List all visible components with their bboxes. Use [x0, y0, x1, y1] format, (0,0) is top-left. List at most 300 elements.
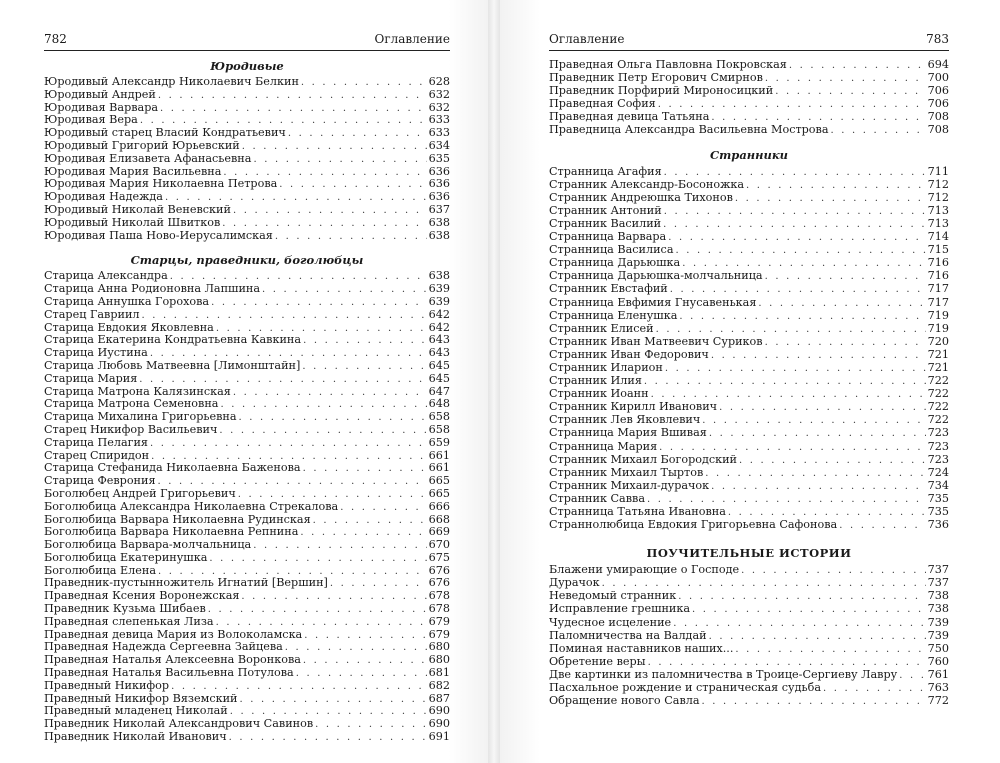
dot-leader [664, 205, 926, 217]
toc-list-stranniki [549, 165, 949, 532]
dot-leader [719, 401, 926, 413]
toc-entry-title: Странник Михаил Тыртов [549, 465, 704, 479]
toc-entry-title: Странница Дарьюшка-молчальница [549, 269, 763, 283]
toc-entry [44, 680, 450, 693]
toc-entry-page: 694 [927, 58, 949, 71]
toc-entry-page: 658 [428, 411, 450, 424]
toc-entry-page: 716 [927, 256, 949, 270]
toc-entry-page: 721 [927, 347, 949, 361]
toc-entry-title: Праведница Александра Васильевна Мострова [549, 123, 829, 137]
toc-entry [44, 667, 450, 680]
toc-entry-title: Юродивый Николай Швитков [44, 216, 221, 229]
dot-leader [692, 603, 926, 615]
toc-entry-title: Две картинки из паломничества в Троице-Сергиеву Лавру [549, 667, 898, 681]
toc-entry [549, 97, 949, 110]
toc-entry [44, 437, 450, 450]
toc-entry [44, 629, 450, 642]
dot-leader [262, 284, 427, 296]
dot-leader [220, 399, 426, 411]
dot-leader [216, 323, 427, 335]
toc-entry-page: 632 [428, 88, 450, 101]
toc-entry [549, 440, 949, 453]
dot-leader [678, 590, 925, 602]
toc-entry-page: 722 [927, 413, 949, 427]
toc-entry-title: Странник Иван Федорович [549, 347, 709, 361]
dot-leader [165, 192, 427, 204]
toc-entry-title: Боголюбица Варвара Николаевна Рудинская [44, 513, 311, 526]
toc-entry-title: Праведная девица Мария из Волоколамска [44, 628, 303, 641]
toc-entry-title: Странник Иван Матвеевич Суриков [549, 334, 763, 348]
dot-leader [208, 604, 427, 616]
toc-entry-page: 706 [927, 84, 949, 98]
dot-leader [679, 310, 925, 322]
toc-entry-title: Боголюбица Варвара-молчальница [44, 539, 252, 552]
toc-entry-page: 736 [927, 518, 949, 532]
toc-entry-page: 708 [927, 123, 949, 137]
section-title-stranniki: Странники [709, 147, 789, 162]
toc-entry-title: Старец Никифор Васильевич [44, 423, 218, 436]
toc-entry [44, 450, 450, 463]
toc-entry [44, 191, 450, 204]
dot-leader [647, 493, 926, 505]
toc-entry-title: Праведная слепенькая Лиза [44, 615, 214, 628]
toc-entry [549, 518, 949, 531]
toc-entry [44, 127, 450, 140]
dot-leader [240, 694, 427, 706]
toc-entry-page: 665 [428, 475, 450, 488]
toc-entry-title: Дурачок [549, 576, 600, 590]
toc-entry-page: 734 [927, 478, 949, 492]
toc-entry [549, 84, 949, 97]
dot-leader [644, 375, 926, 387]
toc-entry-title: Странница Дарьюшка [549, 256, 681, 270]
toc-entry-title: Праведная девица Татьяна [549, 110, 710, 124]
dot-leader [728, 506, 926, 518]
toc-entry [44, 475, 450, 488]
toc-entry [549, 123, 949, 136]
toc-entry-title: Старица Любовь Матвеевна [Лимонштайн] [44, 359, 301, 372]
toc-entry-title: Странница Мария Вшивая [549, 426, 707, 440]
dot-leader [150, 438, 427, 450]
toc-entry-page: 716 [927, 269, 949, 283]
toc-entry-page: 737 [927, 576, 949, 590]
dot-leader [702, 414, 925, 426]
toc-entry-title: Праведный Никифор Вяземский [44, 692, 238, 705]
toc-entry-page: 680 [428, 641, 450, 654]
toc-entry-page: 772 [927, 694, 949, 708]
toc-entry-page: 643 [428, 334, 450, 347]
dot-leader [209, 553, 426, 565]
dot-leader [664, 166, 926, 178]
dot-leader [313, 515, 427, 527]
toc-entry-title: Странник Иоанн [549, 387, 649, 401]
toc-entry [549, 296, 949, 309]
toc-entry-page: 637 [428, 203, 450, 216]
toc-entry [44, 322, 450, 335]
toc-entry-page: 738 [927, 602, 949, 616]
toc-entry-title: Странница Татьяна Ивановна [549, 505, 726, 518]
dot-leader [831, 124, 926, 136]
toc-entry-title: Странник Лев Яковлевич [549, 413, 701, 427]
toc-entry-page: 635 [428, 152, 450, 165]
toc-entry-title: Старица Анна Родионовна Лапшина [44, 283, 261, 296]
toc-entry [44, 296, 450, 309]
toc-entry [549, 110, 949, 123]
book-gutter [488, 0, 500, 763]
dot-leader [150, 348, 427, 360]
toc-entry-page: 636 [428, 178, 450, 191]
dot-leader [711, 480, 925, 492]
toc-entry-page: 634 [428, 139, 450, 152]
toc-entry-page: 717 [927, 282, 949, 296]
dot-leader [340, 502, 426, 514]
dot-leader [899, 669, 925, 681]
toc-entry-page: 670 [428, 539, 450, 552]
toc-entry-title: Праведный Никифор [44, 679, 170, 692]
toc-entry-page: 661 [428, 449, 450, 462]
dot-leader [239, 412, 427, 424]
toc-entry [44, 334, 450, 347]
toc-entry-title: Юродивая Паша Ново-Иерусалимская [44, 229, 273, 242]
toc-entry [44, 373, 450, 386]
left-page [0, 0, 488, 763]
toc-entry-title: Старица Евдокия Яковлевна [44, 321, 214, 334]
toc-entry-title: Юродивый Николай Веневский [44, 203, 231, 216]
toc-entry [44, 526, 450, 539]
toc-entry-page: 658 [428, 423, 450, 436]
toc-entry [44, 102, 450, 115]
toc-entry-title: Обращение нового Савла [549, 694, 700, 708]
dot-leader [223, 167, 426, 179]
toc-entry [44, 89, 450, 102]
toc-entry-title: Юродивая Мария Николаевна Петрова [44, 178, 278, 191]
toc-entry-page: 690 [428, 718, 450, 731]
dot-leader [158, 90, 427, 102]
left-page-header [44, 30, 450, 51]
toc-entry-page: 691 [428, 731, 450, 744]
dot-leader [663, 218, 926, 230]
dot-leader [602, 577, 926, 589]
dot-leader [140, 115, 427, 127]
toc-entry [549, 204, 949, 217]
toc-entry-page: 636 [428, 165, 450, 178]
toc-entry-title: Праведник Николай Иванович [44, 731, 227, 744]
dot-leader [142, 310, 427, 322]
toc-entry [44, 424, 450, 437]
toc-entry-page: 628 [428, 76, 450, 88]
dot-leader [285, 642, 427, 654]
toc-entry-title: Праведная Ксения Воронежская [44, 590, 240, 603]
toc-entry [549, 576, 949, 589]
toc-entry-title: Боголюбица Варвара Николаевна Репнина [44, 526, 299, 539]
dot-leader [304, 630, 426, 642]
toc-entry-title: Праведник Кузьма Шибаев [44, 603, 206, 616]
toc-entry-title: Юродивая Елизавета Афанасьевна [44, 152, 252, 165]
toc-entry [44, 217, 450, 230]
toc-entry [44, 539, 450, 552]
dot-leader [739, 454, 926, 466]
toc-entry-title: Странница Мария [549, 439, 658, 453]
right-page-content [549, 58, 949, 707]
toc-entry-page: 723 [927, 426, 949, 440]
dot-leader [300, 527, 426, 539]
section-title-yurodivye: Юродивые [210, 59, 284, 73]
toc-entry-page: 680 [428, 654, 450, 667]
dot-leader [238, 489, 427, 501]
toc-entry [549, 178, 949, 191]
toc-entry-page: 638 [428, 229, 450, 242]
toc-entry [549, 629, 949, 642]
toc-entry-title: Юродивая Вера [44, 114, 138, 127]
toc-entry-title: Старица Мария [44, 372, 138, 385]
toc-entry-page: 642 [428, 308, 450, 321]
toc-entry-title: Праведник Петр Егорович Смирнов [549, 71, 763, 85]
dot-leader [301, 77, 427, 89]
toc-entry-page: 722 [927, 400, 949, 414]
toc-entry [44, 76, 450, 89]
toc-entry [549, 309, 949, 322]
toc-entry-page: 636 [428, 191, 450, 204]
dot-leader [222, 218, 426, 230]
toc-entry-title: Праведная Наталья Васильевна Потулова [44, 667, 294, 680]
toc-entry [44, 386, 450, 399]
toc-entry-title: Странница Варвара [549, 230, 667, 244]
toc-entry [549, 413, 949, 426]
toc-entry-page: 763 [927, 681, 949, 695]
dot-leader [219, 425, 426, 437]
toc-entry-page: 723 [927, 439, 949, 453]
toc-entry-title: Старица Аннушка Горохова [44, 295, 210, 308]
toc-entry-title: Обретение веры [549, 654, 646, 668]
dot-leader [673, 617, 925, 629]
toc-entry-title: Старец Гавриил [44, 308, 140, 321]
dot-leader [302, 361, 426, 373]
toc-entry-title: Пасхальное рождение и страническая судьба [549, 681, 822, 695]
toc-entry-page: 648 [428, 398, 450, 411]
toc-entry [44, 705, 450, 718]
toc-entry-title: Странник Савва [549, 491, 645, 505]
dot-leader [789, 59, 926, 71]
dot-leader [230, 706, 427, 718]
toc-entry-title: Старица Феврония [44, 475, 156, 488]
dot-leader [651, 388, 926, 400]
toc-entry [44, 347, 450, 360]
dot-leader [241, 591, 426, 603]
toc-entry [549, 322, 949, 335]
toc-entry-title: Странник Андреюшка Тихонов [549, 190, 733, 204]
toc-entry-page: 721 [927, 360, 949, 374]
toc-entry [549, 217, 949, 230]
toc-entry-title: Странник Антоний [549, 203, 662, 217]
toc-entry [44, 654, 450, 667]
toc-entry-page: 638 [428, 270, 450, 283]
toc-entry-page: 706 [927, 97, 949, 111]
toc-entry [549, 479, 949, 492]
section-title-istorii: ПОУЧИТЕЛЬНЫЕ ИСТОРИИ [646, 546, 852, 561]
toc-entry-page: 737 [927, 563, 949, 577]
dot-leader [216, 617, 427, 629]
toc-entry-page: 720 [927, 334, 949, 348]
toc-entry-page: 675 [428, 551, 450, 564]
dot-leader [233, 387, 427, 399]
toc-entry-page: 690 [428, 705, 450, 718]
toc-entry-title: Старица Пелагия [44, 436, 148, 449]
toc-entry-title: Страннолюбица Евдокия Григорьевна Сафонова [549, 518, 838, 532]
dot-leader [139, 374, 426, 386]
toc-entry-page: 669 [428, 526, 450, 539]
toc-entry-page: 735 [927, 505, 949, 518]
dot-leader [709, 427, 926, 439]
toc-entry [44, 140, 450, 153]
toc-entry-title: Юродивый Григорий Юрьевский [44, 139, 240, 152]
toc-entry-title: Юродивая Надежда [44, 191, 163, 204]
toc-entry-page: 633 [428, 114, 450, 127]
toc-entry-page: 722 [927, 374, 949, 388]
dot-leader [160, 103, 427, 115]
toc-entry-title: Странница Агафия [549, 164, 662, 178]
toc-entry-page: 713 [927, 203, 949, 217]
toc-entry-page: 661 [428, 462, 450, 475]
dot-leader [775, 85, 925, 97]
toc-entry-page: 668 [428, 513, 450, 526]
toc-entry-page: 647 [428, 385, 450, 398]
toc-entry [44, 718, 450, 731]
toc-entry [549, 589, 949, 602]
toc-entry [44, 501, 450, 514]
toc-entry [549, 191, 949, 204]
toc-entry [549, 71, 949, 84]
dot-leader [229, 732, 427, 744]
toc-entry [549, 348, 949, 361]
toc-entry [549, 466, 949, 479]
dot-leader [823, 682, 926, 694]
toc-entry-title: Поминая наставников наших... [549, 641, 734, 655]
dot-leader [711, 111, 925, 123]
toc-entry-title: Странник Иларион [549, 360, 663, 374]
toc-entry-title: Юродивый Андрей [44, 88, 156, 101]
right-page [500, 0, 1000, 763]
toc-entry [549, 616, 949, 629]
dot-leader [765, 72, 926, 84]
toc-entry-title: Старец Спиридон [44, 449, 150, 462]
toc-entry-page: 719 [927, 321, 949, 335]
toc-entry-page: 719 [927, 308, 949, 322]
toc-entry [549, 505, 949, 518]
toc-list-istorii [549, 563, 949, 707]
toc-entry-page: 761 [927, 667, 949, 681]
dot-leader [682, 257, 925, 269]
toc-entry [44, 514, 450, 527]
toc-entry-title: Странница Евфимия Гнусавенькая [549, 295, 757, 309]
dot-leader [668, 231, 925, 243]
running-title: Оглавление [549, 32, 625, 46]
section-title-startsy: Старцы, праведники, боголюбцы [130, 253, 364, 268]
toc-entry-page: 676 [428, 564, 450, 577]
dot-leader [303, 655, 427, 667]
toc-entry [549, 668, 949, 681]
toc-entry [44, 641, 450, 654]
toc-entry-page: 738 [927, 589, 949, 603]
dot-leader [296, 668, 427, 680]
dot-leader [735, 192, 926, 204]
dot-leader [303, 335, 427, 347]
toc-entry [549, 58, 949, 71]
toc-entry-page: 682 [428, 679, 450, 692]
toc-entry [549, 374, 949, 387]
dot-leader [279, 179, 426, 191]
toc-entry [549, 681, 949, 694]
toc-entry [44, 462, 450, 475]
toc-entry-page: 681 [428, 667, 450, 680]
toc-entry-title: Исправление грешника [549, 602, 691, 616]
toc-entry-title: Праведная Наталья Алексеевна Воронкова [44, 654, 301, 667]
toc-entry-page: 712 [927, 190, 949, 204]
toc-entry-page: 659 [428, 436, 450, 449]
dot-leader [253, 540, 426, 552]
dot-leader [158, 566, 427, 578]
toc-entry-page: 645 [428, 372, 450, 385]
toc-entry-title: Странник Елисей [549, 321, 654, 335]
toc-entry-title: Старица Михалина Григорьевна [44, 411, 237, 424]
toc-entry [549, 426, 949, 439]
toc-entry-title: Юродивая Варвара [44, 101, 159, 114]
toc-entry [44, 204, 450, 217]
toc-entry-page: 678 [428, 603, 450, 616]
toc-entry-title: Праведная София [549, 97, 656, 111]
toc-entry-title: Странник Кирилл Иванович [549, 400, 718, 414]
dot-leader [303, 463, 427, 475]
toc-entry-title: Странник Евстафий [549, 282, 668, 296]
toc-entry [549, 256, 949, 269]
toc-entry [44, 153, 450, 166]
toc-entry [549, 694, 949, 707]
toc-entry [549, 655, 949, 668]
toc-entry-title: Странник Александр-Босоножка [549, 177, 745, 191]
dot-leader [705, 467, 925, 479]
toc-entry [549, 243, 949, 256]
toc-entry-title: Странник Илия [549, 374, 642, 388]
dot-leader [765, 270, 926, 282]
toc-entry-page: 639 [428, 283, 450, 296]
toc-entry-page: 717 [927, 295, 949, 309]
toc-entry-page: 687 [428, 692, 450, 705]
toc-entry [549, 642, 949, 655]
dot-leader [746, 179, 926, 191]
toc-entry-page: 676 [428, 577, 450, 590]
dot-leader [211, 297, 427, 309]
dot-leader [659, 441, 925, 453]
toc-entry-page: 708 [927, 110, 949, 124]
dot-leader [171, 681, 427, 693]
toc-entry [44, 693, 450, 706]
toc-entry-title: Боголюбица Александра Николаевна Стрекалова [44, 500, 339, 513]
toc-entry [549, 453, 949, 466]
toc-entry [44, 360, 450, 373]
toc-entry-title: Старица Иустина [44, 347, 148, 360]
toc-entry [44, 488, 450, 501]
toc-entry-title: Старица Матрона Калязинская [44, 385, 231, 398]
toc-entry [549, 492, 949, 505]
toc-entry-page: 700 [927, 71, 949, 85]
dot-leader [765, 336, 926, 348]
dot-leader [702, 695, 926, 707]
toc-entry-title: Боголюбица Елена [44, 564, 157, 577]
dot-leader [648, 656, 926, 668]
dot-leader [233, 205, 427, 217]
toc-entry-title: Праведник Николай Александрович Савинов [44, 718, 314, 731]
toc-list-continued [549, 58, 949, 137]
toc-entry-page: 632 [428, 101, 450, 114]
